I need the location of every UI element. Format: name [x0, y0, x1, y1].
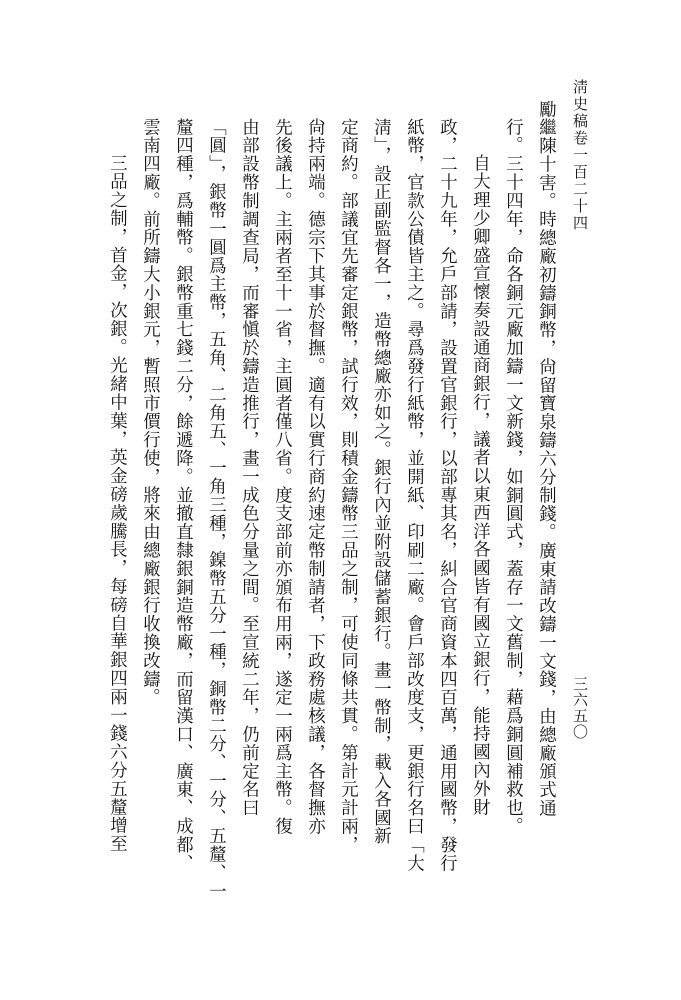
text-column: 政，二十九年，允戶部請，設置官銀行，以部專其名，糾合官商資本四百萬，通用國幣，發行 — [436, 118, 457, 873]
text-column: 三品之制，首金，次銀。光緒中葉，英金磅歲騰長，每磅自華銀四兩一錢六分五釐增至 — [106, 154, 127, 854]
text-column: 紙幣，官款公債皆主之。尋爲發行紙幣，並開紙、印刷二廠。會戶部改度支，更銀行名曰「大 — [403, 118, 424, 873]
book-title: 淸史稿卷一百二十四 — [571, 79, 589, 232]
text-column: 雲南四廠。前所鑄大小銀元，暫照市價行使，將來由總廠銀行收換改鑄。 — [139, 118, 160, 707]
text-column: 淸」，設正副監督各一，造幣總廠亦如之。銀行內並附設儲蓄銀行。畫一幣制，載入各國新 — [370, 118, 391, 846]
text-column: 釐四種，爲輔幣。銀幣重七錢二分，餘遞降。並撤直隸銀銅造幣廠，而留漢口、廣東、成都、 — [172, 118, 193, 873]
text-column: 先後議上。主兩者至十一省，主圓者僅八省。度支部前亦頒布用兩，遂定一兩爲主幣。復 — [271, 118, 292, 836]
text-column: 行。三十四年，命各銅元廠加鑄一文新錢，如銅圓式，蓋存一文舊制，藉爲銅圓補救也。 — [502, 118, 523, 836]
text-column: 勵繼陳十害。時總廠初鑄銅幣，尙留寶泉鑄六分制錢。廣東請改鑄一文錢，由總廠頒式通 — [535, 100, 556, 818]
text-column: 由部設幣制調查局，而審愼於鑄造推行，畫一成色分量之間。至宣統二年，仍前定名曰 — [238, 118, 259, 818]
page-number: 三六五〇 — [571, 676, 589, 740]
text-column: 自大理少卿盛宣懷奏設通商銀行，議者以東西洋各國皆有國立銀行，能持國內外財 — [469, 154, 490, 817]
text-column: 定商約。部議宜先審定銀幣，試行效，則積金鑄幣三品之制，可使同條共貫。第計元計兩， — [337, 118, 358, 854]
text-column: 尙持兩端。德宗下其事於督撫。適有以實行商約速定幣制請者，下政務處核議，各督撫亦 — [304, 118, 325, 836]
text-column: 「圓」，銀幣一圓爲主幣，五角、二角五、一角三種，鎳幣五分一種，銅幣二分、一分、五釐、一 — [205, 118, 226, 901]
